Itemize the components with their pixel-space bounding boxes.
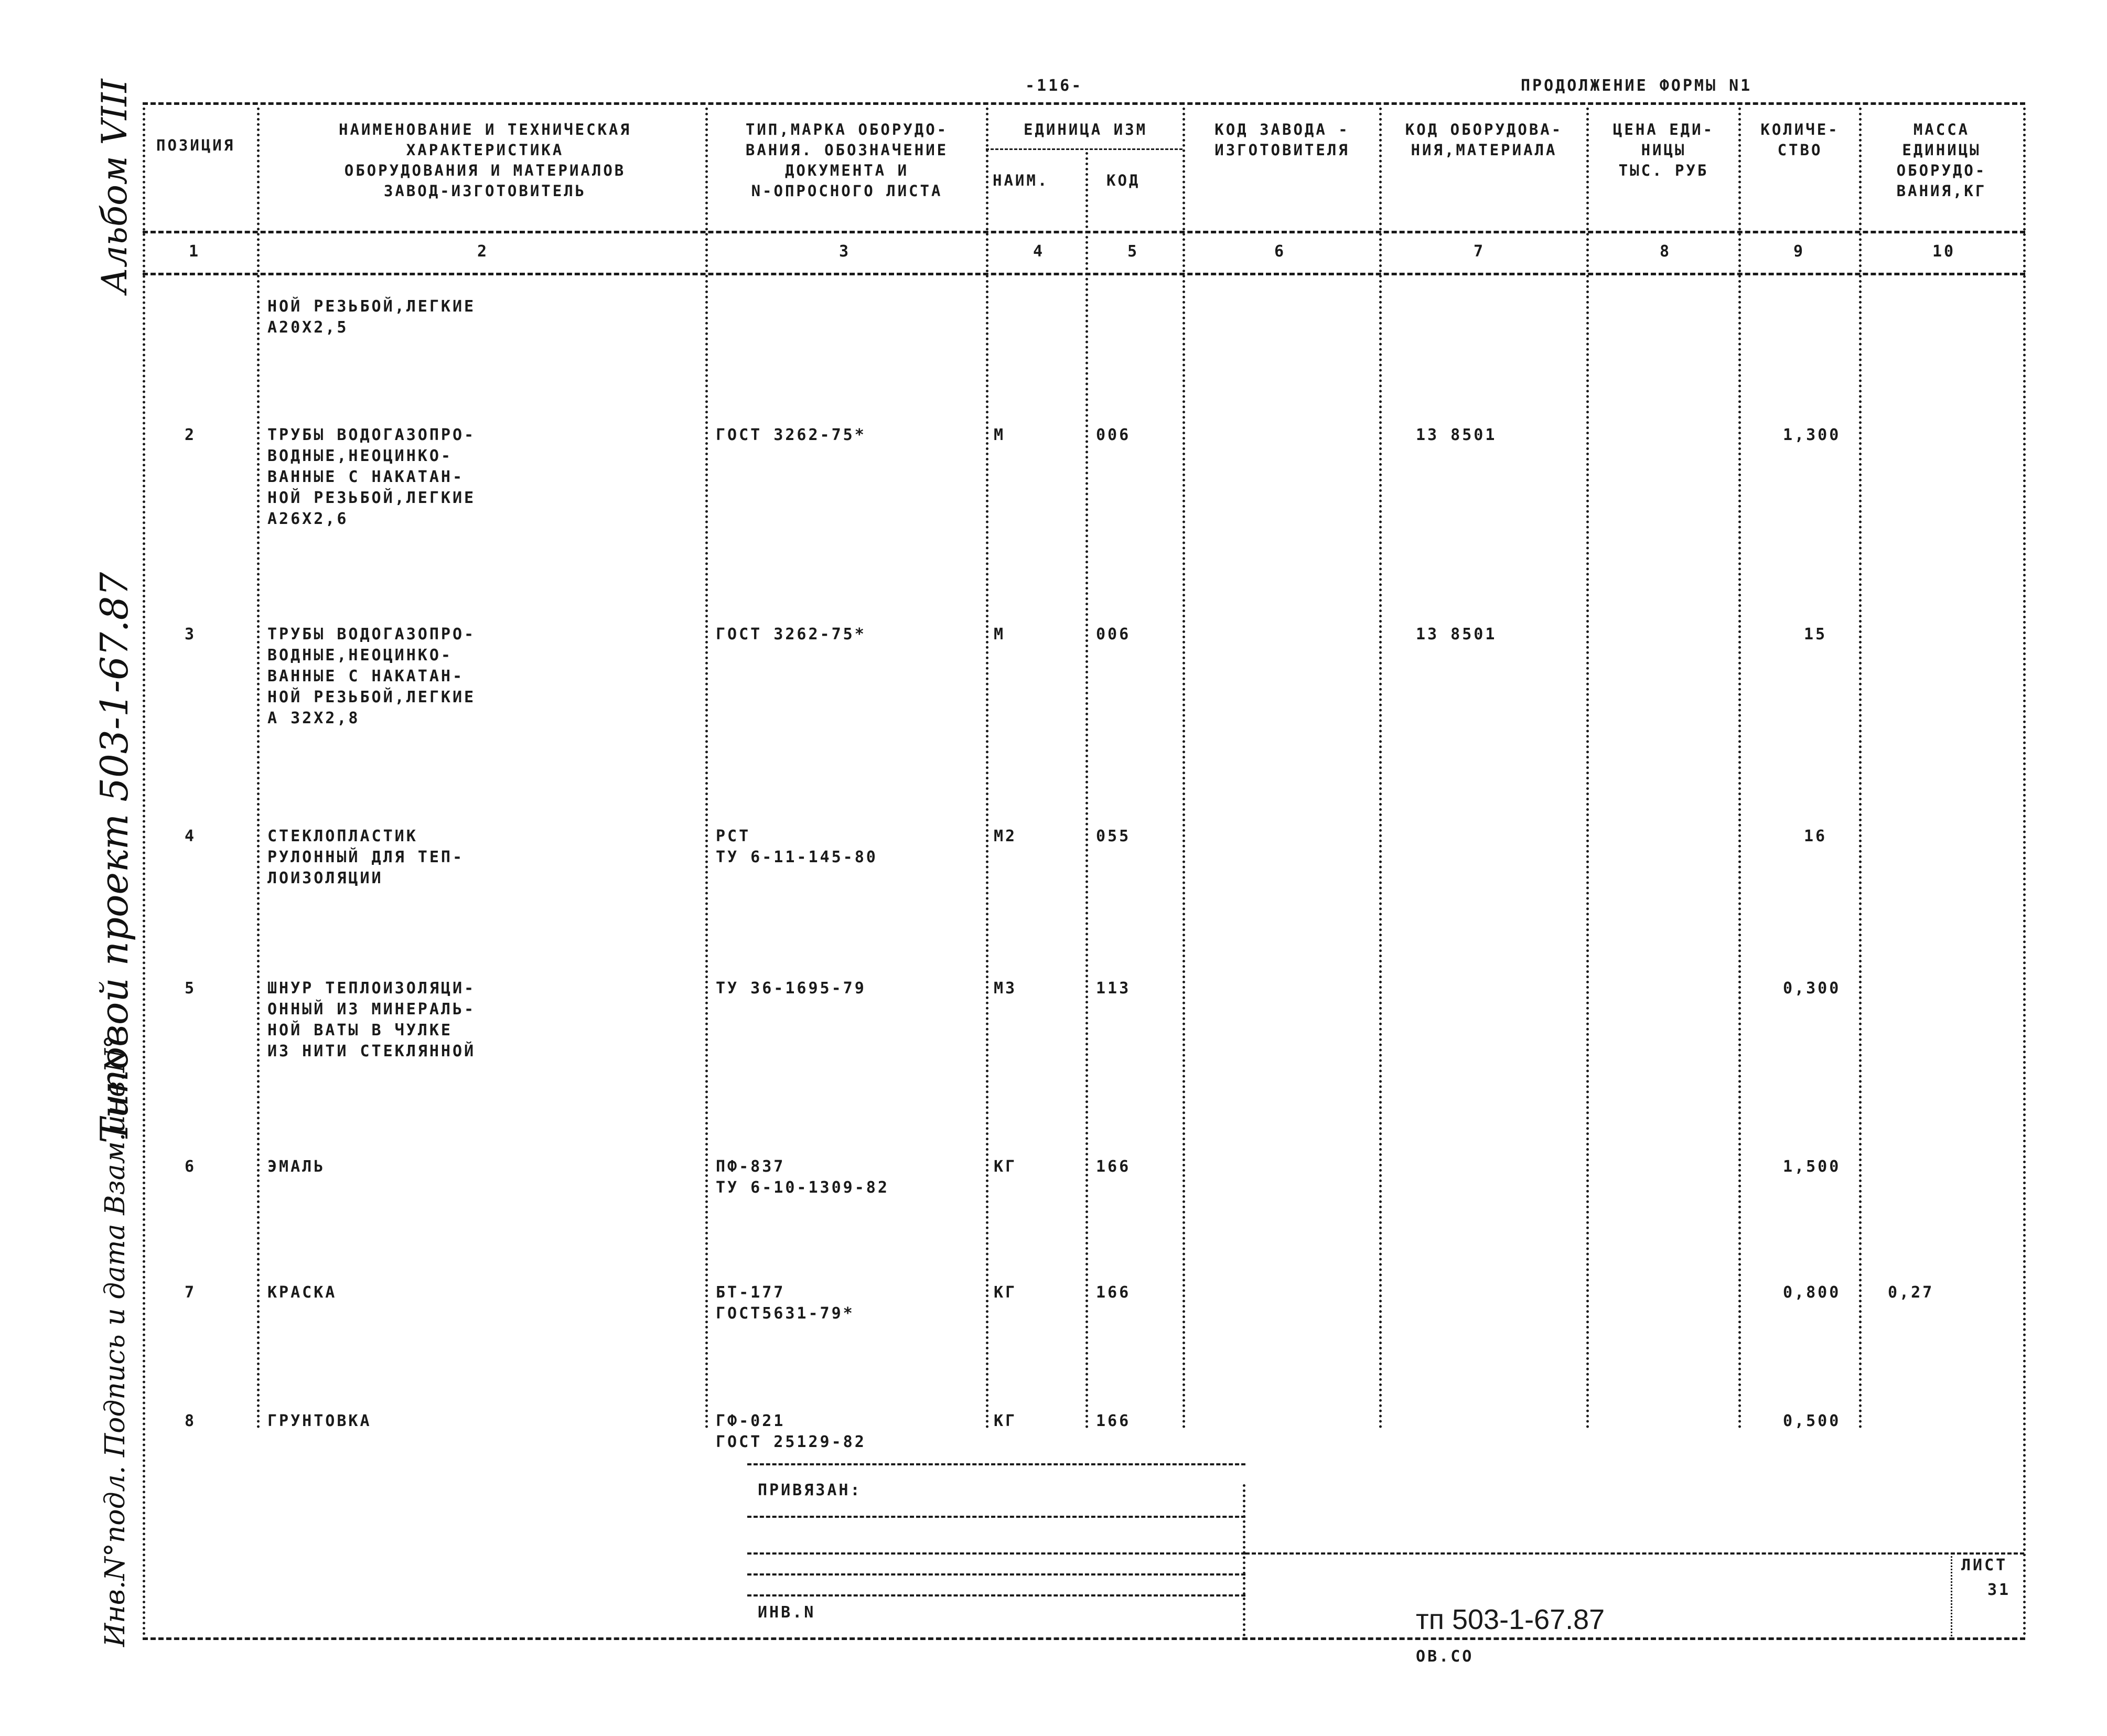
item-position: 8 <box>185 1412 197 1430</box>
header-material-code: КОД ОБОРУДОВА- НИЯ,МАТЕРИАЛА <box>1405 121 1563 159</box>
item-position: 7 <box>185 1283 197 1302</box>
col-separator <box>1379 108 1382 1429</box>
item-unit: М3 <box>994 979 1017 998</box>
column-number: 5 <box>1127 242 1140 261</box>
item-unit-code: 166 <box>1096 1412 1131 1430</box>
col-separator <box>1586 108 1589 1429</box>
item-type: ГОСТ 3262-75* <box>716 426 866 444</box>
stamp-bound-label: ПРИВЯЗАН: <box>758 1481 862 1499</box>
project-designation: Типовой проект 503-1-67.87 <box>92 572 136 1143</box>
item-unit: КГ <box>994 1412 1017 1430</box>
item-material-code: 13 8501 <box>1416 426 1497 444</box>
item-unit-code: 166 <box>1096 1283 1131 1302</box>
table-bottom-border <box>143 1637 2025 1640</box>
item-name: СТЕКЛОПЛАСТИК РУЛОННЫЙ ДЛЯ ТЕП- ЛОИЗОЛЯЦИИ <box>267 827 465 887</box>
signature-fields: Инв.N°подл. Подпись и дата Взам.инв.N° <box>100 1035 131 1647</box>
header-unit-name: НАИМ. <box>993 172 1049 189</box>
stamp-separator <box>1243 1484 1245 1636</box>
item-name: НОЙ РЕЗЬБОЙ,ЛЕГКИЕ А20Х2,5 <box>267 297 476 337</box>
item-quantity: 0,500 <box>1783 1412 1841 1430</box>
designation-suffix: ОВ.СО <box>1416 1647 1474 1666</box>
item-position: 5 <box>185 979 197 998</box>
stamp-border <box>1245 1552 2024 1555</box>
table-top-border <box>143 102 2025 105</box>
item-unit-code: 006 <box>1096 426 1131 444</box>
stamp-border <box>747 1516 1245 1518</box>
column-number: 1 <box>189 242 201 261</box>
item-position: 4 <box>185 827 197 845</box>
column-number: 7 <box>1474 242 1486 261</box>
header-unit-code: КОД <box>1106 172 1141 189</box>
item-material-code: 13 8501 <box>1416 625 1497 644</box>
item-name: ЭМАЛЬ <box>267 1158 326 1176</box>
item-quantity: 16 <box>1804 827 1828 845</box>
item-position: 6 <box>185 1158 197 1176</box>
item-unit: КГ <box>994 1283 1017 1302</box>
item-name: ШНУР ТЕПЛОИЗОЛЯЦИ- ОННЫЙ ИЗ МИНЕРАЛЬ- НОЙ ВАТЫ В ЧУЛКЕ ИЗ НИТИ СТЕКЛЯННОЙ <box>267 979 476 1060</box>
left-border <box>143 108 145 1636</box>
item-unit: М <box>994 426 1006 444</box>
item-mass: 0,27 <box>1888 1283 1934 1302</box>
item-type: ТУ 36-1695-79 <box>716 979 866 998</box>
number-row-border <box>143 273 2025 275</box>
item-unit-code: 006 <box>1096 625 1131 644</box>
stamp-inventory-label: ИНВ.N <box>758 1603 816 1622</box>
item-quantity: 1,500 <box>1783 1158 1841 1176</box>
stamp-border <box>747 1552 1245 1555</box>
sheet-label: ЛИСТ <box>1961 1556 2008 1574</box>
column-number: 10 <box>1932 242 1956 261</box>
item-unit: М <box>994 625 1006 644</box>
col-separator <box>705 108 708 1429</box>
header-price: ЦЕНА ЕДИ- НИЦЫ ТЫС. РУБ <box>1612 121 1715 179</box>
header-bottom-border <box>143 231 2025 233</box>
album-label: Альбом VIII <box>94 79 135 294</box>
item-name: ГРУНТОВКА <box>267 1412 372 1430</box>
header-name: НАИМЕНОВАНИЕ И ТЕХНИЧЕСКАЯ ХАРАКТЕРИСТИКА ОБОРУДОВАНИЯ И МАТЕРИАЛОВ ЗАВОД-ИЗГОТОВИТЕЛЬ <box>339 121 631 200</box>
item-unit-code: 166 <box>1096 1158 1131 1176</box>
stamp-separator <box>1951 1552 1952 1636</box>
item-quantity: 0,300 <box>1783 979 1841 998</box>
column-number: 8 <box>1660 242 1672 261</box>
item-position: 3 <box>185 625 197 644</box>
column-number: 9 <box>1793 242 1805 261</box>
item-name: КРАСКА <box>267 1283 337 1302</box>
item-quantity: 1,300 <box>1783 426 1841 444</box>
item-unit-code: 055 <box>1096 827 1131 845</box>
col-separator <box>257 108 260 1429</box>
unit-header-divider <box>986 148 1182 150</box>
header-manufacturer-code: КОД ЗАВОДА - ИЗГОТОВИТЕЛЯ <box>1214 121 1350 159</box>
item-unit: М2 <box>994 827 1017 845</box>
column-number: 4 <box>1033 242 1045 261</box>
item-quantity: 15 <box>1804 625 1828 644</box>
header-quantity: КОЛИЧЕ- СТВО <box>1760 121 1840 159</box>
header-mass: МАССА ЕДИНИЦЫ ОБОРУДО- ВАНИЯ,КГ <box>1896 121 1987 200</box>
column-number: 2 <box>477 242 489 261</box>
stamp-border <box>747 1463 1245 1465</box>
stamp-border <box>747 1573 1245 1576</box>
header-unit: ЕДИНИЦА ИЗМ <box>1023 121 1148 138</box>
item-name: ТРУБЫ ВОДОГАЗОПРО- ВОДНЫЕ,НЕОЦИНКО- ВАННЫЕ С НАКАТАН- НОЙ РЕЗЬБОЙ,ЛЕГКИЕ А 32Х2,8 <box>267 625 476 727</box>
item-type: РСТ ТУ 6-11-145-80 <box>716 827 878 866</box>
right-border <box>2023 108 2026 1636</box>
sheet-number: 31 <box>1987 1581 2011 1599</box>
col-separator <box>1182 108 1185 1429</box>
item-name: ТРУБЫ ВОДОГАЗОПРО- ВОДНЫЕ,НЕОЦИНКО- ВАННЫЕ С НАКАТАН- НОЙ РЕЗЬБОЙ,ЛЕГКИЕ А26Х2,6 <box>267 426 476 528</box>
item-quantity: 0,800 <box>1783 1283 1841 1302</box>
stamp-designation <box>1400 1571 1605 1668</box>
col-separator <box>1859 108 1862 1429</box>
continuation-title: ПРОДОЛЖЕНИЕ ФОРМЫ N1 <box>1521 77 1753 95</box>
item-type: ПФ-837 ТУ 6-10-1309-82 <box>716 1158 889 1197</box>
item-type: ГОСТ 3262-75* <box>716 625 866 644</box>
col-separator <box>1085 152 1088 1429</box>
column-number: 6 <box>1274 242 1286 261</box>
item-type: ГФ-021 ГОСТ 25129-82 <box>716 1412 866 1451</box>
col-separator <box>1738 108 1741 1429</box>
column-number: 3 <box>839 242 851 261</box>
item-unit: КГ <box>994 1158 1017 1176</box>
col-separator <box>986 108 988 1429</box>
item-position: 2 <box>185 426 197 444</box>
item-type: БТ-177 ГОСТ5631-79* <box>716 1283 855 1323</box>
header-position: ПОЗИЦИЯ <box>156 136 235 154</box>
stamp-border <box>747 1594 1245 1596</box>
item-unit-code: 113 <box>1096 979 1131 998</box>
designation-handwritten: тп 503-1-67.87 <box>1416 1604 1605 1635</box>
header-type: ТИП,МАРКА ОБОРУДО- ВАНИЯ. ОБОЗНАЧЕНИЕ ДОКУМЕНТА И N-ОПРОСНОГО ЛИСТА <box>745 121 949 200</box>
page-number: -116- <box>1025 77 1083 95</box>
